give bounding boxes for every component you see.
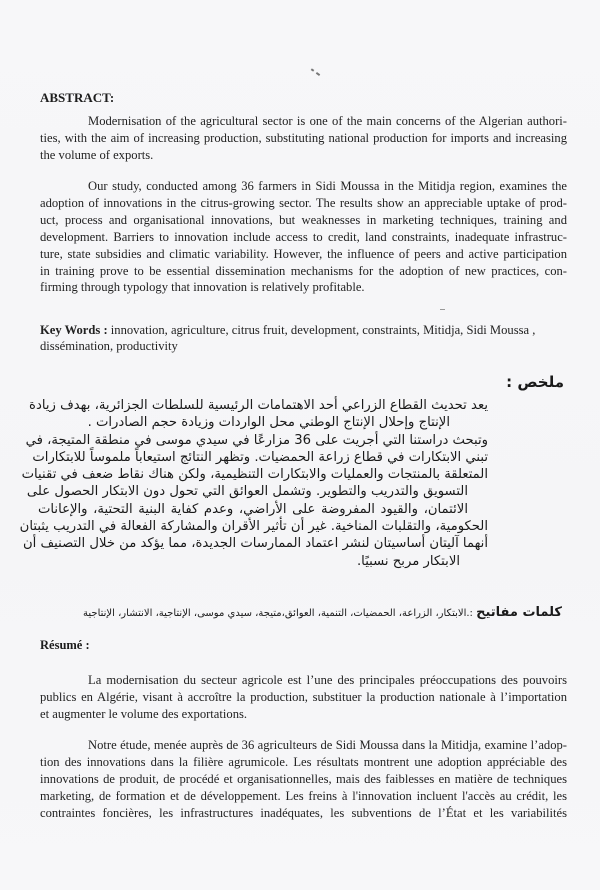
- text-line: تبني الابتكارات في قطاع زراعة الحمضيات. وتظهر النتائج استيعاباً ملموساً للابتكارات: [32, 449, 488, 465]
- text-line: uct, process and organisational innovations, but weaknesses in marketing techniques, training and: [40, 212, 567, 227]
- scan-speck: [311, 68, 315, 71]
- resume-paragraph-2: [40, 737, 567, 822]
- text-line: أنهما آليتان أساسيتان لنشر اعتماد الممارسات الجديدة، مما يؤكد من خلال التصنيف أن: [22, 536, 488, 552]
- text-line: الإنتاج وإحلال الإنتاج الوطني محل الواردات وزيادة حجم الصادرات .: [87, 415, 450, 431]
- text-line: وتبحث دراستنا التي أجريت على 36 مزارعًا في سيدي موسى في منطقة المتيجة، في: [25, 432, 488, 448]
- arabic-keywords-label: كلمات مفاتيح: [476, 605, 562, 620]
- text-line: Modernisation of the agricultural sector is one of the main concerns of the Algerian authori-: [88, 114, 567, 128]
- keywords-text: innovation, agriculture, citrus fruit, development, constraints, Mitidja, Sidi Moussa ,: [107, 323, 536, 337]
- text-line: firming through typology that innovation is relatively profitable.: [40, 280, 365, 295]
- text-line: يعد تحديث القطاع الزراعي أحد الاهتمامات الرئيسية للسلطات الجزائرية، بهدف زيادة: [29, 398, 488, 413]
- resume-paragraph-1: [40, 672, 567, 723]
- text-line: contraintes foncières, les infrastructures inadéquates, les subventions de l’État et les variabilités: [40, 805, 567, 820]
- text-line: the volume of exports.: [40, 147, 154, 162]
- scan-speck: [440, 309, 445, 310]
- arabic-abstract-heading: ملخص :: [506, 373, 564, 391]
- keywords-block: [40, 322, 560, 354]
- keywords-line-1: [40, 322, 560, 338]
- text-line: Notre étude, menée auprès de 36 agriculteurs de Sidi Moussa dans la Mitidja, examine l’adop-: [88, 738, 567, 752]
- text-line: ture, state subsidies and climatic variability. However, the influence of peers and active participation: [40, 246, 567, 261]
- text-line: Our study, conducted among 36 farmers in Sidi Moussa in the Mitidja region, examines the: [88, 179, 567, 193]
- text-line: التسويق والتدريب والتطوير. وتشمل العوائق التي تحول دون الابتكار الحصول على: [26, 484, 468, 500]
- abstract-paragraph-1: [40, 113, 567, 164]
- text-line: tion des innovations dans la filière agrumicole. Les résultats montrent une adoption appréciable des: [40, 754, 567, 769]
- text-line: et augmenter le volume des exportations.: [40, 706, 248, 721]
- arabic-keywords: [83, 605, 562, 620]
- text-line: publics en Algérie, visant à accroître la production, substituer la production nationale à l’importation: [40, 689, 567, 704]
- keywords-line-2: dissémination, productivity: [40, 339, 178, 353]
- keywords-label: Key Words :: [40, 323, 108, 337]
- text-line: La modernisation du secteur agricole est l’une des principales préoccupations des pouvoirs: [88, 673, 567, 687]
- text-line: المتعلقة بالمنتجات والعمليات والابتكارات التنظيمية، ولكن هناك نقاط ضعف في تقنيات: [21, 467, 488, 483]
- abstract-paragraph-2: [40, 178, 567, 296]
- text-line: in training prove to be essential dissemination mechanisms for the adoption of new practices, con-: [40, 263, 567, 278]
- arabic-abstract-body: [19, 397, 488, 570]
- text-line: الائتمان، والقيود المفروضة على الأراضي، وعدم كفاية البنية التحتية، والإعانات: [38, 501, 468, 517]
- text-line: ties, with the aim of increasing production, substituting national production for imports and increasing: [40, 130, 567, 145]
- scan-speck: [316, 72, 320, 76]
- text-line: innovations de produit, de procédé et organisationnelles, mais des faiblesses en matière de techniques: [40, 771, 567, 786]
- resume-heading: Résumé :: [40, 638, 90, 652]
- abstract-heading: ABSTRACT:: [40, 90, 115, 105]
- text-line: الابتكار مربح نسبيًا.: [356, 553, 460, 569]
- text-line: الحكومية، والتقلبات المناخية. غير أن تأثير الأقران والمشاركة الفعالة في التدريب يثبتان: [19, 519, 488, 535]
- arabic-keywords-text: :.الابتكار، الزراعة، الحمضيات، التنمية، العوائق،متيجة، سيدي موسى، الإنتاجية، الانتشار، الإنتاجية: [83, 608, 477, 619]
- text-line: development. Barriers to innovation include access to credit, land constraints, inadequate infrastruc-: [40, 229, 567, 244]
- text-line: marketing, de formation et de développement. Les freins à l'innovation incluent l'accès au crédit, les: [40, 788, 567, 803]
- text-line: adoption of innovations in the citrus-growing sector. The results show an appreciable uptake of prod-: [40, 195, 567, 210]
